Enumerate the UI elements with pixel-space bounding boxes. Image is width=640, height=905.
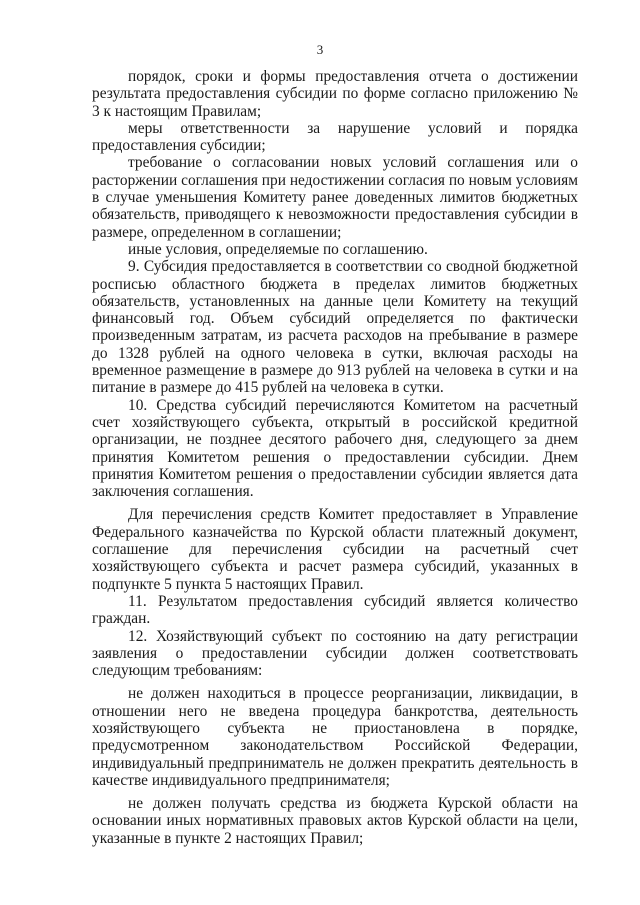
paragraph-item-12: 12. Хозяйствующий субъект по состоянию на дату регистрации заявления о предоставлении субсидии должен соответствовать следующим требованиям: (92, 627, 578, 680)
paragraph-requirement-budget-funds: не должен получать средства из бюджета Курской области на основании иных нормативных правовых актов Курской области на цели, указанные в пункте 2 настоящих Правил; (92, 795, 578, 847)
page-number: 3 (316, 42, 324, 57)
paragraph-item-9: 9. Субсидия предоставляется в соответствии со сводной бюджетной росписью областного бюджета в пределах лимитов бюджетных обязательств, установленных на данные цели Комитету на текущий финансовый год. Объем субсидий определяется по фактически произведенным затратам, из расчета расходов на пребывание в размере до 1328 рублей на одного человека в сутки, включая расходы на временное размещение в размере до 913 рублей на человека в сутки и на питание в размере до 415 рублей на человека в сутки. (92, 258, 578, 397)
paragraph-requirement-reorganization: не должен находиться в процессе реорганизации, ликвидации, в отношении него не введена процедура банкротства, деятельность хозяйствующего субъекта не приостановлена в порядке, предусмотренном законодательством Российской Федерации, индивидуальный предприниматель не должен прекратить деятельность в качестве индивидуального предпринимателя; (92, 685, 578, 789)
document-body (92, 68, 578, 847)
paragraph-new-conditions: требование о согласовании новых условий соглашения или о расторжении соглашения при недостижении согласия по новым условиям в случае уменьшения Комитету ранее доведенных лимитов бюджетных обязательств, приводящего к невозможности предоставления субсидии в размере, определенном в соглашении; (92, 154, 578, 241)
paragraph-transfer-funds: Для перечисления средств Комитет предоставляет в Управление Федерального казначейства по Курской области платежный документ, соглашение для перечисления субсидии на расчетный счет хозяйствующего субъекта и расчет размера субсидий, указанных в подпункте 5 пункта 5 настоящих Правил. (92, 506, 578, 593)
paragraph-responsibility: меры ответственности за нарушение условий и порядка предоставления субсидии; (92, 119, 578, 155)
paragraph-item-10: 10. Средства субсидий перечисляются Комитетом на расчетный счет хозяйствующего субъекта, открытый в российской кредитной организации, не позднее десятого рабочего дня, следующего за днем принятия Комитетом решения о предоставлении субсидии. Днем принятия Комитетом решения о предоставлении субсидии является дата заключения соглашения. (92, 396, 578, 501)
paragraph-item-11: 11. Результатом предоставления субсидий является количество граждан. (92, 592, 578, 628)
paragraph-other-conditions: иные условия, определяемые по соглашению. (128, 240, 428, 258)
paragraph-report-procedure: порядок, сроки и формы предоставления отчета о достижении результата предоставления субсидии по форме согласно приложению № 3 к настоящим Правилам; (92, 68, 578, 120)
